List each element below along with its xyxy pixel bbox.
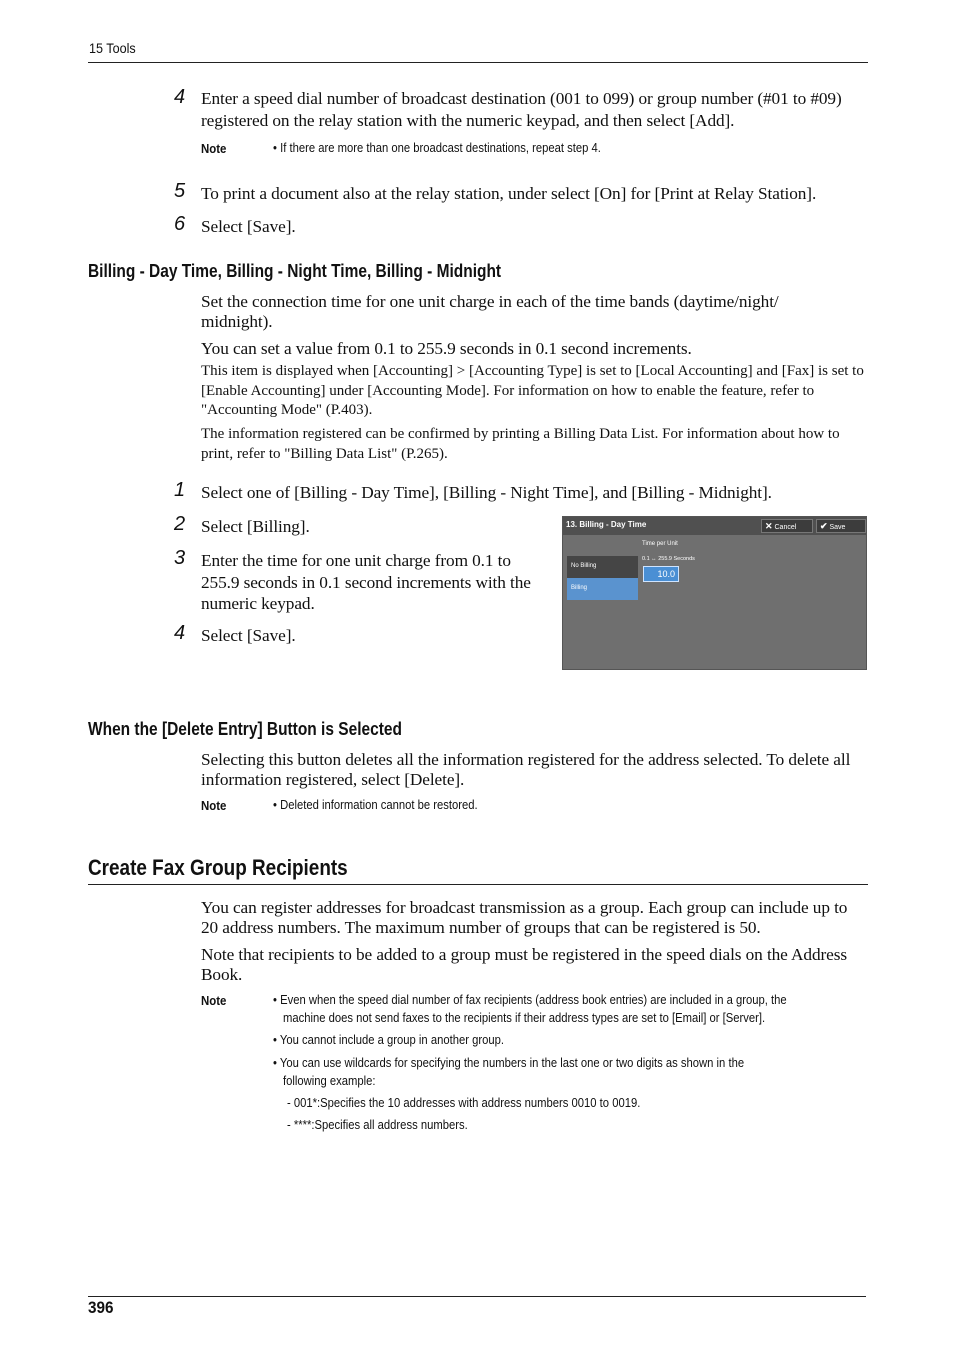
step-text: Select [Save]. bbox=[201, 626, 296, 645]
delete-entry-para: Selecting this button deletes all the information registered for the address selected. To delete all information registered, select [Delete]. bbox=[201, 750, 851, 789]
note-text: • If there are more than one broadcast destinations, repeat step 4. bbox=[273, 141, 601, 155]
footer-rule bbox=[88, 1296, 866, 1297]
billing-para: The information registered can be confirmed by printing a Billing Data List. For information about how to print, refer to "Billing Data List" (P.265). bbox=[201, 426, 840, 462]
fax-group-para: Note that recipients to be added to a group must be registered in the speed dials on the Address Book. bbox=[201, 945, 847, 984]
step-number: 5 bbox=[174, 180, 186, 202]
step-number: 1 bbox=[174, 479, 186, 501]
step-number: 3 bbox=[174, 547, 186, 569]
check-icon: ✔ bbox=[820, 521, 828, 531]
note-text: • You cannot include a group in another group. bbox=[273, 1033, 505, 1047]
note-text: machine does not send faxes to the recipients if their address types are set to [Email] or [Server]. bbox=[283, 1011, 766, 1025]
section-rule bbox=[88, 884, 868, 885]
nav-item-billing[interactable]: Billing bbox=[567, 578, 638, 600]
step-text: Enter the time for one unit charge from 0.1 to 255.9 seconds in 0.1 second increments with the numeric keypad. bbox=[201, 551, 531, 613]
step-number: 4 bbox=[174, 622, 186, 644]
note-text: • Even when the speed dial number of fax recipients (address book entries) are included in a group, the bbox=[273, 993, 787, 1007]
note-sub-item: - ****:Specifies all address numbers. bbox=[287, 1118, 468, 1132]
fax-group-para: You can register addresses for broadcast transmission as a group. Each group can include up to 20 address numbers. The maximum number of groups that can be registered is 50. bbox=[201, 898, 848, 937]
save-button[interactable] bbox=[816, 519, 866, 533]
nav-item-no-billing[interactable]: No Billing bbox=[567, 556, 638, 578]
step-text: Enter a speed dial number of broadcast destination (001 to 099) or group number (#01 to #09) registered on the relay station with the numeric keypad, and then select [Add]. bbox=[201, 89, 842, 130]
range-label: 0.1 ↔ 255.9 Seconds bbox=[642, 556, 695, 562]
note-sub-item: - 001*:Specifies the 10 addresses with address numbers 0010 to 0019. bbox=[287, 1096, 641, 1110]
field-label: Time per Unit bbox=[642, 541, 678, 547]
step-text: Select one of [Billing - Day Time], [Billing - Night Time], and [Billing - Midnight]. bbox=[201, 483, 772, 502]
step-text: Select [Save]. bbox=[201, 217, 296, 236]
note-text: following example: bbox=[283, 1074, 376, 1088]
step-number: 6 bbox=[174, 213, 186, 235]
step-number: 4 bbox=[174, 86, 186, 108]
section-heading-billing: Billing - Day Time, Billing - Night Time, Billing - Midnight bbox=[88, 261, 502, 281]
step-text: To print a document also at the relay station, under select [On] for [Print at Relay Station]. bbox=[201, 184, 817, 203]
billing-para: You can set a value from 0.1 to 255.9 seconds in 0.1 second increments. bbox=[201, 339, 692, 358]
cancel-label: Cancel bbox=[774, 524, 797, 531]
section-heading-fax-group: Create Fax Group Recipients bbox=[88, 855, 348, 880]
note-label: Note bbox=[201, 141, 227, 156]
note-text: • Deleted information cannot be restored. bbox=[273, 798, 478, 812]
chapter-header: 15 Tools bbox=[89, 40, 136, 56]
close-icon: ✕ bbox=[765, 521, 773, 531]
billing-para: Set the connection time for one unit charge in each of the time bands (daytime/night/ midnight). bbox=[201, 292, 779, 331]
save-label: Save bbox=[829, 524, 846, 531]
step-number: 2 bbox=[174, 513, 186, 535]
time-value-input[interactable]: 10.0 bbox=[643, 566, 679, 582]
section-heading-delete-entry: When the [Delete Entry] Button is Selected bbox=[88, 719, 402, 739]
note-label: Note bbox=[201, 798, 227, 813]
cancel-button[interactable] bbox=[761, 519, 813, 533]
step-text: Select [Billing]. bbox=[201, 517, 310, 536]
header-rule bbox=[88, 62, 868, 63]
note-label: Note bbox=[201, 993, 227, 1008]
page-number: 396 bbox=[88, 1298, 114, 1317]
billing-screen-screenshot bbox=[562, 516, 867, 670]
note-text: • You can use wildcards for specifying the numbers in the last one or two digits as shown in the bbox=[273, 1056, 745, 1070]
billing-para: This item is displayed when [Accounting] > [Accounting Type] is set to [Local Accounting] and [Fax] is set to [Enable Accounting] under [Accounting Mode]. For information on how to enable the feature, refer to "Accounting Mode" (P.403). bbox=[201, 363, 864, 418]
screen-title: 13. Billing - Day Time bbox=[566, 520, 647, 529]
